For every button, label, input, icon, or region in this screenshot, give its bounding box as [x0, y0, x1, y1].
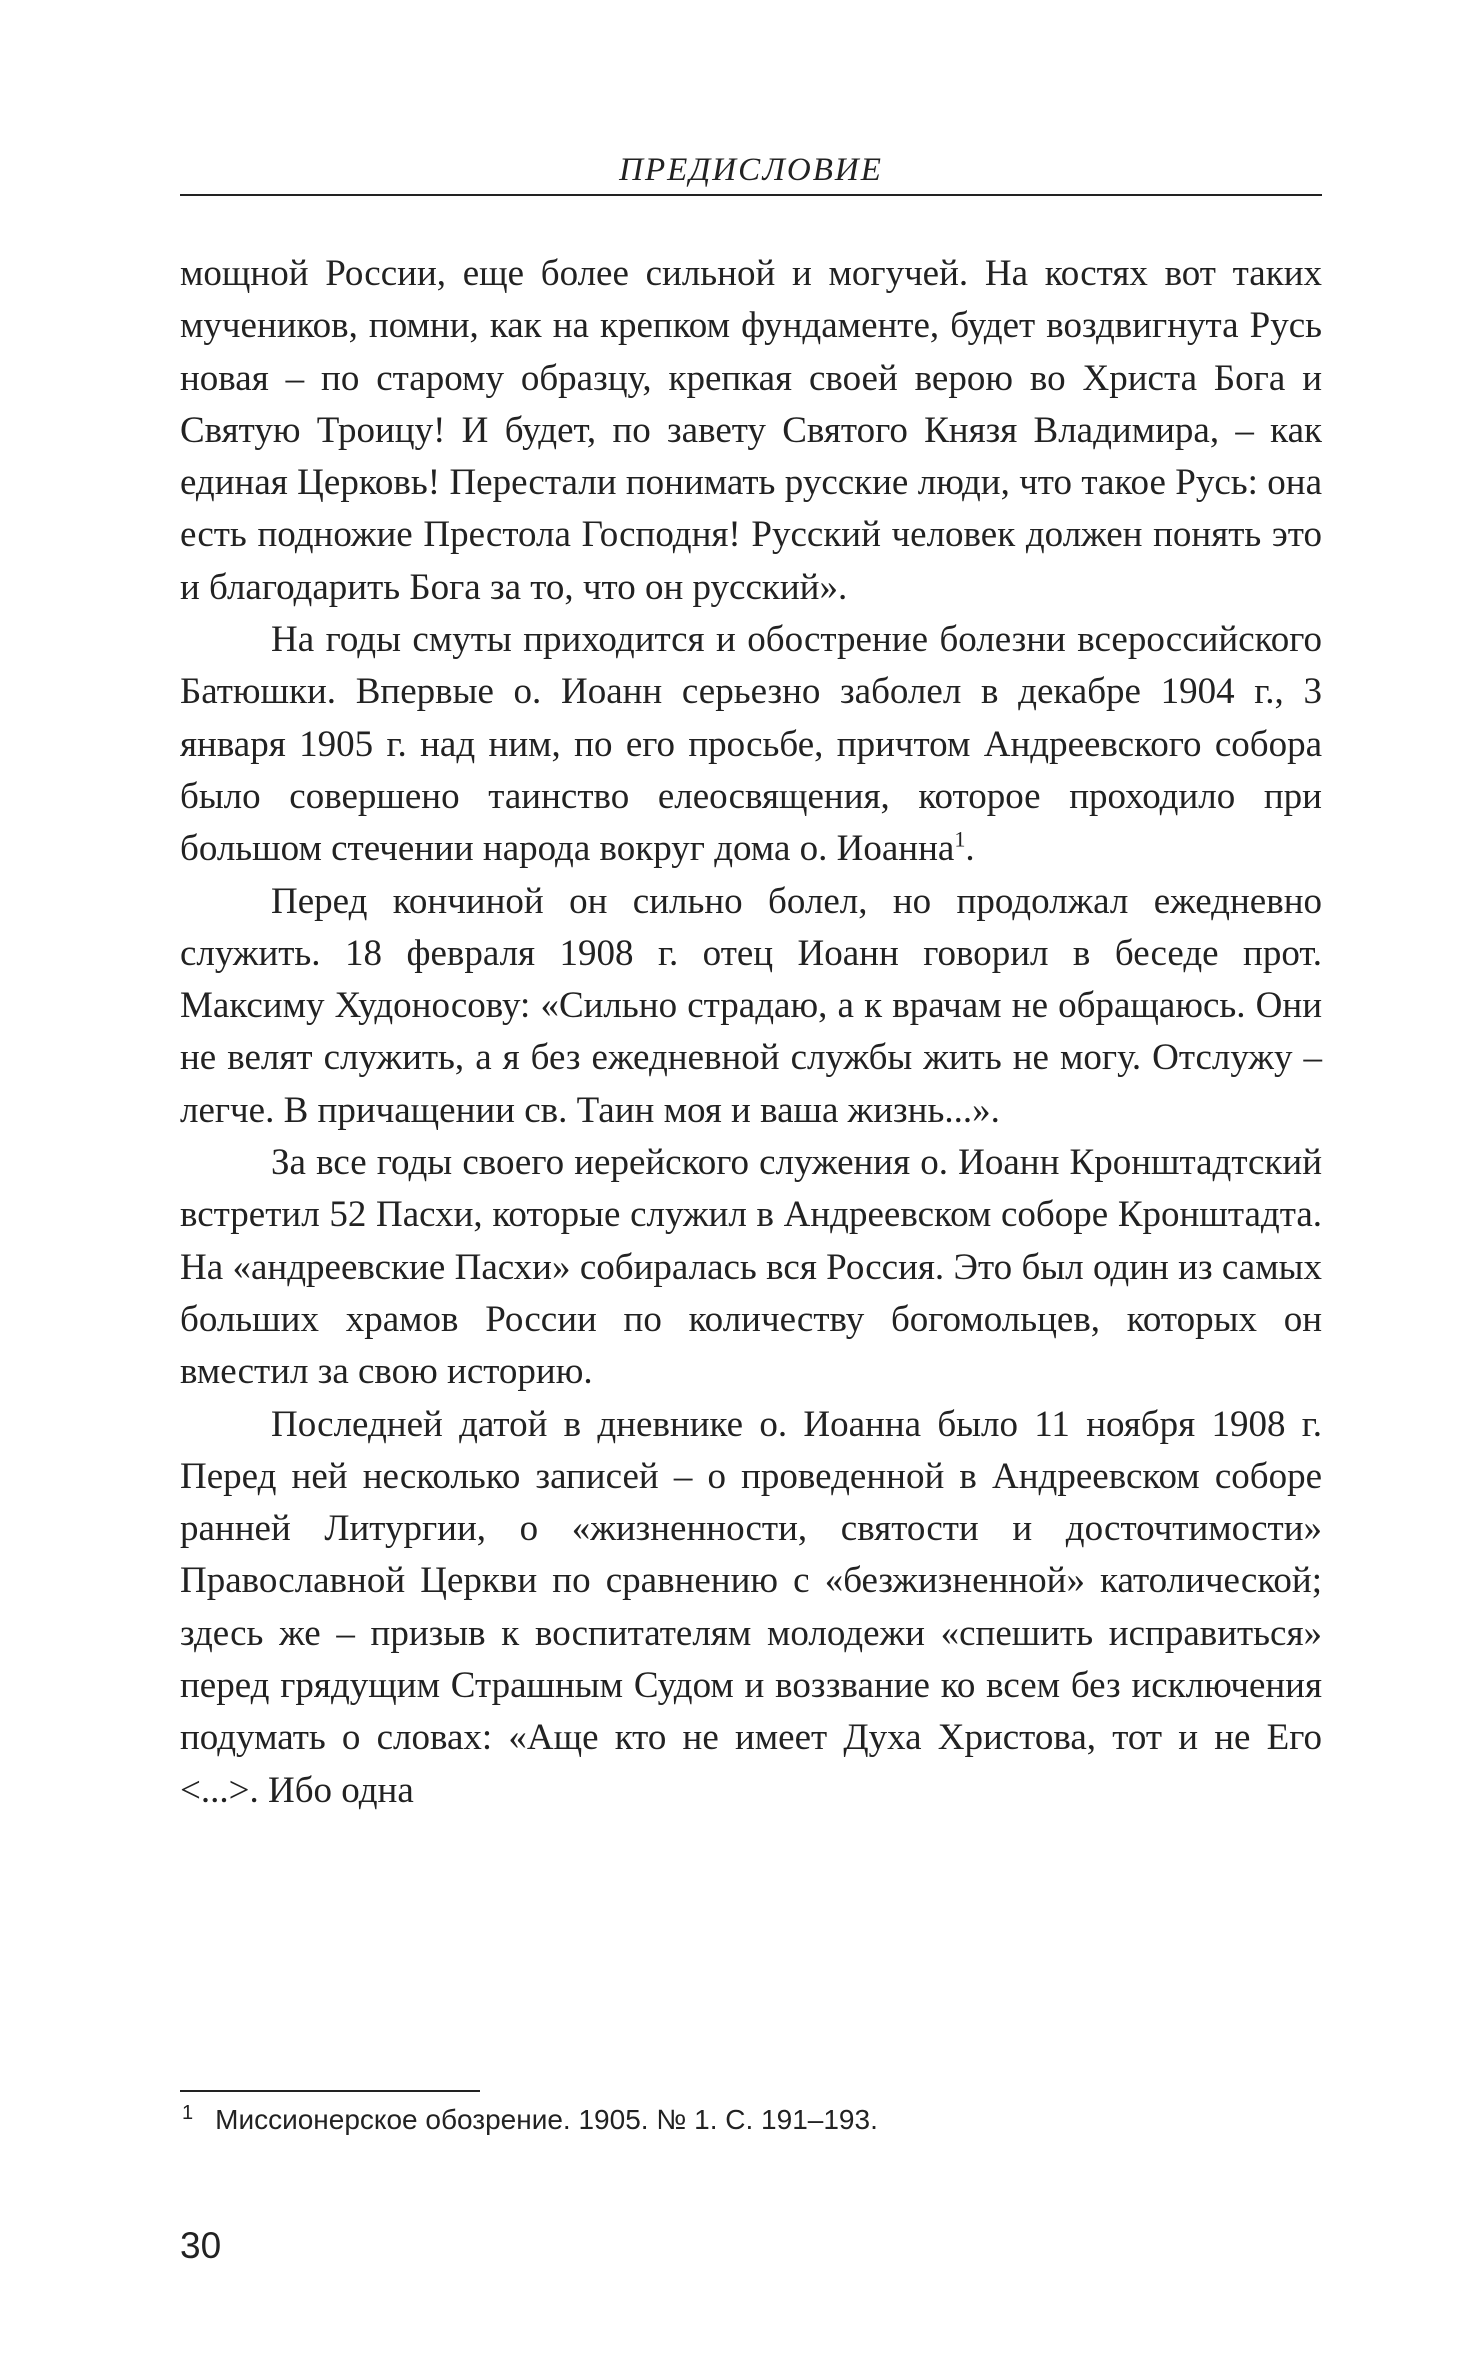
footnote-rule: [180, 2090, 480, 2092]
page-number: 30: [180, 2225, 222, 2266]
paragraph-2-text: На годы смуты приходится и обострение болезни всероссийского Батюшки. Впервые о. Иоанн серьезно заболел в декабре 1904 г., 3 января 1905 г. над ним, по его просьбе, причтом Андреевского собора было совершено таинство елеосвящения, которое проходило при большом стечении народа вокруг дома о. Иоанна: [180, 619, 1322, 870]
header-rule: [180, 194, 1322, 196]
footnote: [180, 2100, 1322, 2143]
footnote-reference[interactable]: 1: [954, 826, 966, 852]
running-header: ПРЕДИСЛОВИЕ: [619, 152, 883, 188]
paragraph-2-end: .: [965, 828, 975, 870]
footnote-number: 1: [182, 2102, 194, 2124]
paragraph-4: За все годы своего иерейского служения о. Иоанн Кронштадтский встретил 52 Пасхи, которые служил в Андреевском соборе Кронштадта. На «андреевские Пасхи» собиралась вся Россия. Это был один из самых больших храмов России по количеству богомольцев, которых он вместил за свою историю.: [180, 1142, 1322, 1393]
paragraph-5: Последней датой в дневнике о. Иоанна было 11 ноября 1908 г. Перед ней несколько записей – о проведенной в Андреевском соборе ранней Литургии, о «жизненности, святости и досточтимости» Православной Церкви по сравнению с «безжизненной» католической; здесь же – призыв к воспитателям молодежи «спешить исправиться» перед грядущим Страшным Судом и воззвание ко всем без исключения подумать о словах: «Аще кто не имеет Духа Христова, тот и не Его <...>. Ибо одна: [180, 1403, 1322, 1811]
paragraph-2: [180, 614, 1322, 875]
body-text: [180, 248, 1322, 1817]
footnote-text: Миссионерское обозрение. 1905. № 1. С. 191–193.: [215, 2104, 878, 2135]
paragraph-3: Перед кончиной он сильно болел, но продолжал ежедневно служить. 18 февраля 1908 г. отец Иоанн говорил в беседе прот. Максиму Худоносову: «Сильно страдаю, а к врачам не обращаюсь. Они не велят служить, а я без ежедневной службы жить не могу. Отслужу – легче. В причащении св. Таин моя и ваша жизнь...».: [180, 880, 1322, 1131]
paragraph-1: мощной России, еще более сильной и могучей. На костях вот таких мучеников, помни, как на крепком фундаменте, будет воздвигнута Русь новая – по старому образцу, крепкая своей верою во Христа Бога и Святую Троицу! И будет, по завету Святого Князя Владимира, – как единая Церковь! Перестали понимать русские люди, что такое Русь: она есть подножие Престола Господня! Русский человек должен понять это и благодарить Бога за то, что он русский».: [180, 253, 1322, 608]
